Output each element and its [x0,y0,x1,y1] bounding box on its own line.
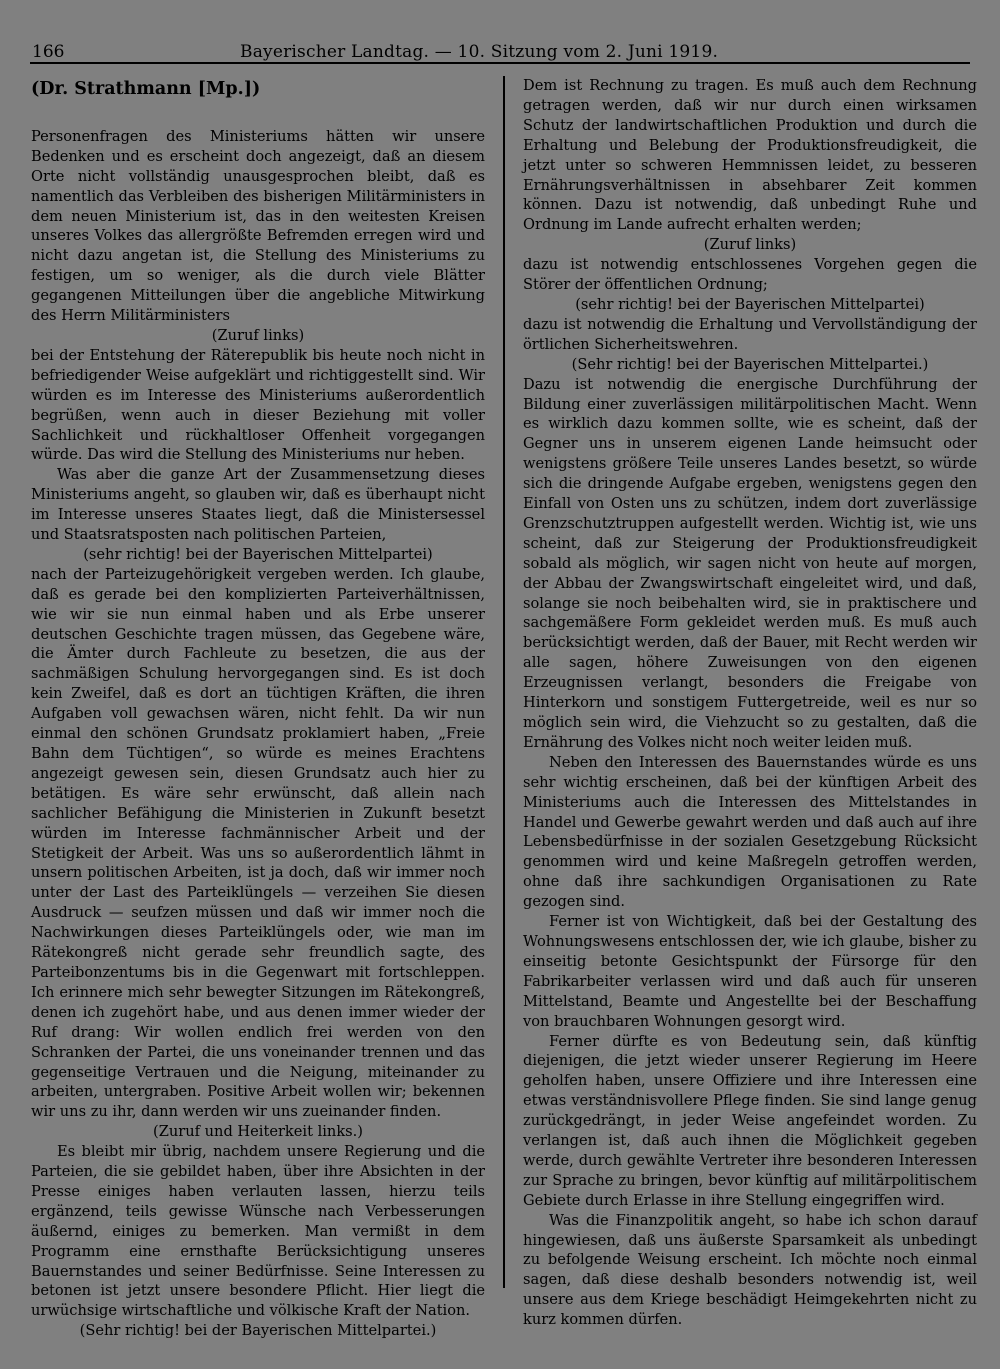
right-column [523,76,977,1330]
left-column [31,76,485,1341]
page-number: 166 [32,42,65,62]
column-divider [503,76,505,1288]
running-title: Bayerischer Landtag. — 10. Sitzung vom 2. Juni 1919. [240,42,719,62]
interjection: (sehr richtig! bei der Bayerischen Mittelpartei) [575,295,925,313]
paragraph: bei der Entstehung der Räterepublik bis heute noch nicht in befriedigender Weise aufgeklärt und richtiggestellt sind. Wir würden es im Interesse des Ministeriums außerordentlich begrüßen, wenn auch in dieser Beziehung mit voller Sachlichkeit und rückhaltloser Offenheit vorgegangen würde. Das wird die Stellung des Ministeriums nur heben. [31,346,485,464]
paragraph: Was die Finanzpolitik angeht, so habe ich schon darauf hingewiesen, daß uns äußerste Sparsamkeit als unbedingt zu befolgende Weisung erscheint. Ich möchte noch einmal sagen, daß diese deshalb besonders notwendig ist, weil unsere aus dem Kriege beschädigt Heimgekehrten nicht zu kurz kommen dürfen. [523,1211,977,1329]
interjection: (Sehr richtig! bei der Bayerischen Mittelpartei.) [571,355,929,373]
interjection: (Sehr richtig! bei der Bayerischen Mittelpartei.) [79,1322,437,1340]
paragraph: nach der Parteizugehörigkeit vergeben werden. Ich glaube, daß es gerade bei den komplizierten Parteiverhältnissen, wie wir sie nun einmal haben und als Erbe unserer deutschen Geschichte tragen müssen, das Gegebene wäre, die Ämter durch Fachleute zu besetzen, die aus der sachmäßigen Schulung hervorgegangen sind. Es ist doch kein Zweifel, daß es dort an tüchtigen Kräften, die ihren Aufgaben voll gewachsen wären, nicht fehlt. Da wir nun einmal den schönen Grundsatz proklamiert haben, „Freie Bahn dem Tüchtigen“, so würde es meines Erachtens angezeigt gewesen sein, diesen Grundsatz auch hier zu betätigen. Es wäre sehr erwünscht, daß allein nach sachlicher Befähigung die Ministerien in Zukunft besetzt würden im Interesse fachmännischer Arbeit und der Stetigkeit der Arbeit. Was uns so außerordentlich lähmt in unsern politischen Arbeiten, ist ja doch, daß wir immer noch unter der Last des Parteiklüngels — verzeihen Sie diesen Ausdruck — seufzen müssen und daß wir immer noch die Nachwirkungen dieses Parteiklüngels oder, wie man im Rätekongreß nicht gerade sehr freundlich sagte, des Parteibonzentums bis in die Gegenwart mit fortschleppen. Ich erinnere mich sehr bewegter Sitzungen im Rätekongreß, denen ich zugehört habe, und aus denen immer wieder der Ruf drang: Wir wollen endlich frei werden von den Schranken der Partei, die uns voneinander trennen und das gegenseitige Vertrauen und die Neigung, miteinander zu arbeiten, untergraben. Positive Arbeit wollen wir; bekennen wir uns zu ihr, dann werden wir uns zueinander finden. [31,565,485,1121]
interjection: (Zuruf links) [211,326,305,344]
speaker-heading: (Dr. Strathmann [Mp.]) [31,79,261,99]
paragraph: Ferner ist von Wichtigkeit, daß bei der Gestaltung des Wohnungswesens entschlossen der, wie ich glaube, bisher zu einseitig betonte Gesichtspunkt der Fürsorge für den Fabrikarbeiter verlassen wird und daß auch für unseren Mittelstand, Beamte und Angestellte bei der Beschaffung von brauchbaren Wohnungen gesorgt wird. [523,913,977,1030]
paragraph: Dem ist Rechnung zu tragen. Es muß auch dem Rechnung getragen werden, daß wir nur durch einen wirksamen Schutz der landwirtschaftlichen Produktion und durch die Erhaltung und Belebung der Produktionsfreudigkeit, die jetzt unter so schweren Hemmnissen leidet, zu besseren Ernährungsverhältnissen in absehbarer Zeit kommen können. Dazu ist notwendig, daß unbedingt Ruhe und Ordnung im Lande aufrecht erhalten werden; [523,77,977,234]
paragraph: Was aber die ganze Art der Zusammensetzung dieses Ministeriums angeht, so glauben wir, daß es überhaupt nicht im Interesse unseres Staates liegt, daß die Ministersessel und Staatsratsposten nach politischen Parteien, [31,466,485,544]
interjection: (Zuruf und Heiterkeit links.) [153,1123,363,1141]
paragraph: Dazu ist notwendig die energische Durchführung der Bildung einer zuverlässigen militärpolitischen Macht. Wenn es wirklich dazu kommen sollte, wie es scheint, daß der Gegner uns in unserem eigenen Lande heimsucht oder wenigstens größere Teile unseres Landes besetzt, so würde sich die dringende Aufgabe ergeben, wenigstens gegen den Einfall von Osten uns zu schützen, indem dort zuverlässige Grenzschutztruppen aufgestellt werden. Wichtig ist, wie uns scheint, daß zur Steigerung der Produktionsfreudigkeit sobald als möglich, wir sagen nicht von heute auf morgen, der Abbau der Zwangswirtschaft eingeleitet wird, und daß, solange sie noch beibehalten wird, sie in praktischere und sachgemäßere Form gekleidet werden muß. Es muß auch berücksichtigt werden, daß der Bauer, mit Recht werden wir alle sagen, höhere Zuweisungen von den eigenen Erzeugnissen verlangt, besonders die Freigabe von Hinterkorn und sonstigem Futtergetreide, weil es nur so möglich sein wird, die Viehzucht so zu gestalten, daß die Ernährung des Volkes nicht noch weiter leiden muß. [523,375,977,751]
paragraph: dazu ist notwendig die Erhaltung und Vervollständigung der örtlichen Sicherheitswehren. [523,315,977,353]
page-header [30,10,970,64]
interjection: (Zuruf links) [703,236,797,254]
paragraph: dazu ist notwendig entschlossenes Vorgehen gegen die Störer der öffentlichen Ordnung; [523,256,977,294]
interjection: (sehr richtig! bei der Bayerischen Mittelpartei) [83,545,433,563]
paragraph: Neben den Interessen des Bauernstandes würde es uns sehr wichtig erscheinen, daß bei der künftigen Arbeit des Ministeriums auch die Interessen des Mittelstandes in Handel und Gewerbe gewahrt werden und daß auch auf ihre Lebensbedürfnisse in der sozialen Gesetzgebung Rücksicht genommen wird und keine Maßregeln getroffen werden, ohne daß ihre sachkundigen Organisationen zu Rate gezogen sind. [523,753,977,911]
paragraph: Es bleibt mir übrig, nachdem unsere Regierung und die Parteien, die sie gebildet haben, über ihre Absichten in der Presse einiges haben verlauten lassen, hierzu teils ergänzend, teils gewisse Wünsche nach Verbesserungen äußernd, einiges zu bemerken. Man vermißt in dem Programm eine ernsthafte Berücksichtigung unseres Bauernstandes und seiner Bedürfnisse. Seine Interessen zu betonen ist jetzt unsere besondere Pflicht. Hier liegt die urwüchsige wirtschaftliche und völkische Kraft der Nation. [31,1143,485,1320]
paragraph: Personenfragen des Ministeriums hätten wir unsere Bedenken und es erscheint doch angezeigt, daß an diesem Orte nicht vollständig unausgesprochen bleibt, daß es namentlich das Verbleiben des bisherigen Militärministers in dem neuen Ministerium ist, das in den weitesten Kreisen unseres Volkes das allergrößte Befremden erregen wird und nicht dazu angetan ist, die Stellung des Ministeriums zu festigen, um so weniger, als die durch viele Blätter gegangenen Mitteilungen über die angebliche Mitwirkung des Herrn Militärministers [31,127,485,325]
paragraph: Ferner dürfte es von Bedeutung sein, daß künftig diejenigen, die jetzt wieder unserer Regierung im Heere geholfen haben, unsere Offiziere und ihre Interessen eine etwas verständnisvollere Pflege finden. Sie sind lange genug zurückgedrängt, in jeder Weise angefeindet worden. Zu verlangen ist, daß auch ihnen die Möglichkeit gegeben werde, durch gewählte Vertreter ihre besonderen Interessen zur Sprache zu bringen, bevor künftig auf militärpolitischem Gebiete durch Erlasse in ihre Stellung eingegriffen wird. [523,1032,977,1209]
